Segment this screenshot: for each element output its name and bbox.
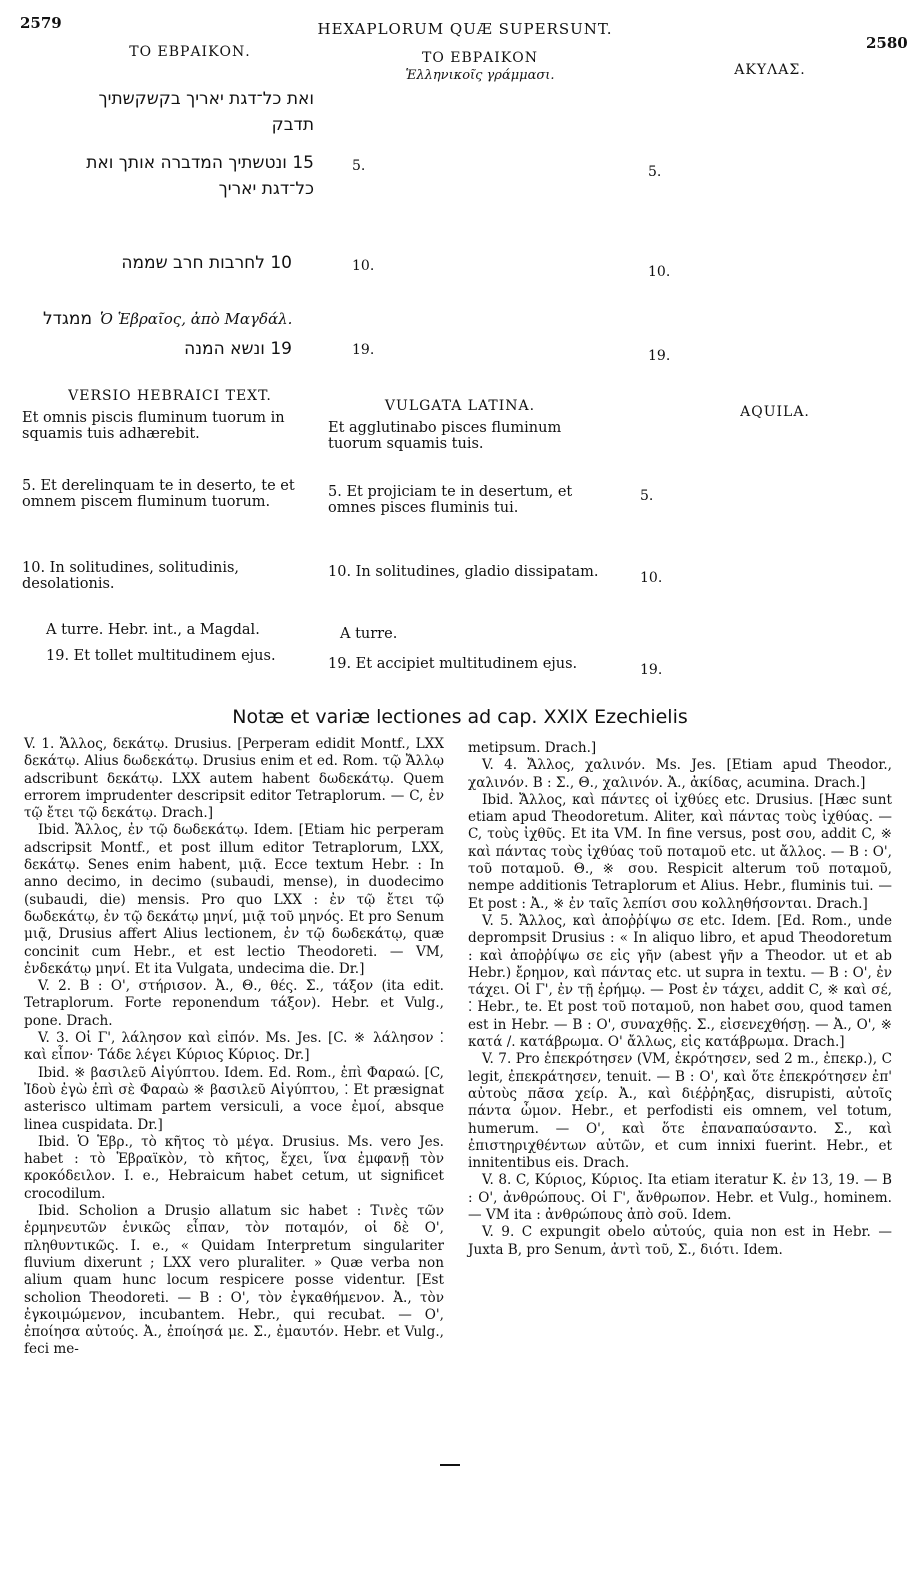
aquila-latin-num-10: 10. — [640, 570, 663, 586]
note-right-7: V. 9. C expungit obelo αὐτούς, quia non est in Hebr. — Juxta B, pro Senum, ἀντὶ τοῦ, Σ., διότι. Idem. — [468, 1224, 892, 1258]
hebrew-line-6: 19 ונשא המנה — [184, 339, 292, 359]
aquila-latin-num-19: 19. — [640, 662, 663, 678]
hebrew-line-1: ואת כל־דגת יאריך בקשקשתיך — [98, 89, 314, 109]
aquila-latin-heading: AQUILA. — [740, 404, 810, 420]
note-left-6: Ibid. Ὁ Ἑβρ., τὸ κῆτος τὸ μέγα. Drusius. Ms. vero Jes. habet : τὸ Ἑβραϊκὸν, τὸ κῆτος, ἔχει, ἵνα ἐμφανῇ τὸν κροκόδειλον. I. e., Hebraicum habet cetum, ut significet crocodilum. — [24, 1133, 444, 1202]
hebrew-note: Ὁ Ἑβραῖος, ἀπὸ Μαγδάλ. — [100, 310, 293, 328]
note-right-4: V. 5. Ἄλλος, καὶ ἀποῤῥίψω σε etc. Idem. [Ed. Rom., unde deprompsit Drusius : « In aliquo libro, et apud Theodoretum : καὶ ἀποῤῥίψω σε εἰς γῆν (abest γῆν a Theodor. ut et ab Hebr.) ἔρημον, καὶ πάντας etc. ut supra in textu. — B : Ο', ἐν τάχει. Οἱ Γ', ἐν τῇ ἐρήμῳ. — Post ἐν τάχει, addit C, ※ καὶ σέ, ⁚ Hebr., te. Et post τοῦ ποταμοῦ, non habet σου, quod tamen est in Hebr. — B : Ο', συναχθῇς. Σ., εἰσενεχθήσῃ. — Ἀ., Ο', ※ κατά /. κατάβρωμα. Ο' ἄλλως, εἰς κατάβρωμα. Drach.] — [468, 912, 892, 1051]
note-left-4: V. 3. Οἱ Γ', λάλησον καὶ εἰπόν. Ms. Jes. [C. ※ λάλησον ⁚ καὶ εἶπον· Τάδε λέγει Κύριος Κύριος. Dr.] — [24, 1030, 444, 1064]
note-right-6: V. 8. C, Κύριος, Κύριος. Ita etiam iteratur K. ἐν 13, 19. — B : Ο', ἀνθρώπους. Οἱ Γ', ἄνθρωπον. Hebr. et Vulg., hominem. — VM ita : ἀνθρώπους ἀπὸ σοῦ. Idem. — [468, 1172, 892, 1224]
col3-num-19: 19. — [648, 348, 671, 364]
col2-num-10: 10. — [352, 258, 375, 274]
hebrew-line-5: 10 לחרבות חרב שממה — [121, 253, 292, 273]
vulgata-block-turre: A turre. — [340, 626, 398, 642]
versio-block-10: 10. In solitudines, solitudinis, desolationis. — [22, 560, 240, 592]
hebrew-line-2: תדבק — [271, 115, 314, 135]
versio-block-5: 5. Et derelinquam te in deserto, te et omnem piscem fluminum tuorum. — [22, 478, 295, 510]
versio-heading: VERSIO HEBRAICI TEXT. — [68, 388, 272, 404]
col3-num-10: 10. — [648, 264, 671, 280]
col-greek-letters-heading: ΤΟ ΕΒΡΑΙΚΟΝ — [421, 50, 539, 66]
note-left-2: Ibid. Ἄλλος, ἐν τῷ δωδεκάτῳ. Idem. [Etiam hic perperam adscripsit Montf., et post illum editor Tetraplorum, LXX, δεκάτῳ. Senes enim habent, μιᾷ. Ecce textum Hebr. : In anno decimo, in decimo (subaudi, mense), in duodecimo (subaudi, die) mensis. Pro quo LXX : ἐν τῷ ἔτει τῷ δωδεκάτῳ, ἐν τῷ δεκάτῳ μηνί, μιᾷ τοῦ μηνός. Et pro Senum μιᾷ, Drusius affert Alius lectionem, ἐν τῷ δωδεκάτῳ, quæ concinit cum Hebr., et est lectio Theodoreti. — VM, ἐνδεκάτῳ μηνί. Et ita Vulgata, undecima die. Dr.] — [24, 822, 444, 977]
col-greek-letters-subheading: Ἑλληνικοῖς γράμμασι. — [405, 68, 555, 83]
hebrew-note-word: ממגדל — [42, 309, 92, 329]
col-hebrew-heading: ΤΟ ΕΒΡΑΙΚΟΝ. — [129, 44, 251, 60]
versio-block-turre: A turre. Hebr. int., a Magdal. — [46, 622, 260, 638]
note-left-7: Ibid. Scholion a Drusio allatum sic habet : Τινὲς τῶν ἑρμηνευτῶν ἑνικῶς εἶπαν, τὸν ποταμόν, οἱ δὲ Ο', πληθυντικῶς. I. e., « Quidam Interpretum singulariter fluvium dixerunt ; LXX vero pluraliter. » Quæ verba non alium quam hunc locum respicere posse videntur. [Est scholion Theodoreti. — B : Ο', τὸν ἐγκαθήμενον. Ἀ., τὸν ἐγκοιμώμενον, incubantem. Hebr., qui recubat. — Ο', ἐποίησα αὐτούς. Ἀ., ἐποίησά με. Σ., ἐμαυτόν. Hebr. et Vulg., feci me- — [24, 1203, 444, 1358]
aquila-latin-num-5: 5. — [640, 488, 654, 504]
hebrew-line-3: 15 ונטשתיך המדברה אותך ואת — [86, 153, 314, 173]
vulgata-block-5: 5. Et projiciam te in desertum, et omnes pisces fluminis tui. — [328, 484, 573, 516]
running-title: HEXAPLORUM QUÆ SUPERSUNT. — [317, 20, 613, 38]
note-left-1: V. 1. Ἄλλος, δεκάτῳ. Drusius. [Perperam edidit Montf., LXX δεκάτῳ. Alius δωδεκάτῳ. Drusius enim et ed. Rom. τῷ Ἄλλῳ adscribunt δεκάτῳ. LXX autem habent δωδεκάτῳ. Quem errorem imprudenter descripsit editor Tetraplorum. — C, ἐν τῷ ἔτει τῷ δεκάτῳ. Drach.] — [24, 736, 444, 822]
note-right-1: metipsum. Drach.] — [468, 740, 597, 756]
footer-rule — [440, 1464, 460, 1466]
note-right-2: V. 4. Ἄλλος, χαλινόν. Ms. Jes. [Etiam apud Theodor., χαλινόν. B : Σ., Θ., χαλινόν. Ἀ., ἀκίδας, acumina. Drach.] — [468, 757, 892, 791]
col2-num-5: 5. — [352, 158, 366, 174]
notes-left-column — [24, 736, 444, 1359]
vulgata-block-1: Et agglutinabo pisces fluminum tuorum squamis tuis. — [328, 420, 562, 452]
note-left-5: Ibid. ※ βασιλεῦ Αἰγύπτου. Idem. Ed. Rom., ἐπὶ Φαραώ. [C, Ἰδοὺ ἐγὼ ἐπὶ σὲ Φαραὼ ※ βασιλεῦ Αἰγύπτου, ⁚ Et præsignat asterisco ultimam partem versiculi, a voce ἐμοί, absque linea cuspidata. Dr.] — [24, 1064, 444, 1133]
notes-right-column — [468, 740, 892, 1259]
vulgata-block-19: 19. Et accipiet multitudinem ejus. — [328, 656, 578, 672]
hebrew-line-4: כל־דגת יאריך — [218, 179, 314, 199]
col3-num-5: 5. — [648, 164, 662, 180]
col2-num-19: 19. — [352, 342, 375, 358]
note-right-3: Ibid. Ἄλλος, καὶ πάντες οἱ ἰχθύες etc. Drusius. [Hæc sunt etiam apud Theodoretum. Aliter, καὶ πάντας τοὺς ἰχθύας. — C, τοὺς ἰχθῦς. Et ita VM. In fine versus, post σου, addit C, ※ καὶ πάντας τοὺς ἰχθύας τοῦ ποταμοῦ etc. ut ἄλλος. — B : Ο', τοῦ ποταμοῦ. Θ., ※ σου. Respicit alterum τοῦ ποταμοῦ, nempe additionis Tetraplorum et Alius. Hebr., fluminis tui. — Et post : Ἀ., ※ ἐν ταῖς λεπίσι σου κολληθήσονται. Drach.] — [468, 791, 892, 912]
note-right-5: V. 7. Pro ἐπεκρότησεν (VM, ἐκρότησεν, sed 2 m., ἐπεκρ.), C legit, ἐπεκράτησεν, tenuit. — B : Ο', καὶ ὅτε ἐπεκρότησεν ἐπ' αὐτοὺς πᾶσα χείρ. Ἀ., καὶ διέῤῥηξας, disrupisti, αὐτοῖς πάντα ὦμον. Hebr., et perfodisti eis omnem, vel totum, humerum. — Ο', καὶ ὅτε ἐπαναπαύσαντο. Σ., καὶ ἐπιστηριχθέντων αὐτῶν, et cum innixi fuerint. Hebr., et innitentibus eis. Drach. — [468, 1051, 892, 1172]
versio-block-19: 19. Et tollet multitudinem ejus. — [46, 648, 276, 664]
note-left-3: V. 2. B : Ο', στήρισον. Ἀ., Θ., θές. Σ., τάξον (ita edit. Tetraplorum. Forte reponendum τάξον). Hebr. et Vulg., pone. Drach. — [24, 978, 444, 1029]
page-number-right: 2580 — [866, 34, 908, 52]
page-number-left: 2579 — [20, 14, 62, 32]
notes-title: Notæ et variæ lectiones ad cap. XXIX Ezechielis — [232, 706, 688, 728]
col-aquila-heading: ΑΚΥΛΑΣ. — [734, 62, 806, 78]
vulgata-block-10: 10. In solitudines, gladio dissipatam. — [328, 564, 599, 580]
versio-block-1: Et omnis piscis fluminum tuorum in squamis tuis adhærebit. — [22, 410, 285, 442]
vulgata-heading: VULGATA LATINA. — [384, 398, 536, 414]
